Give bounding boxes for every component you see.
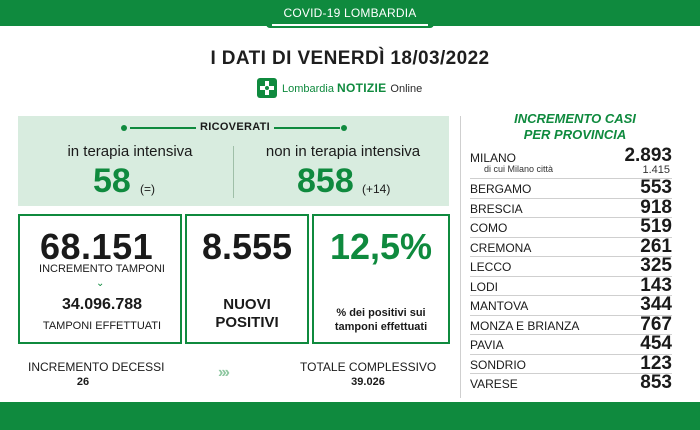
province-value: 143: [640, 274, 672, 296]
milano-city-label: di cui Milano città: [484, 163, 554, 174]
cross-logo-icon: [257, 78, 277, 98]
percentuale-value: 12,5%: [329, 226, 433, 267]
province-name: MONZA E BRIANZA: [470, 318, 580, 333]
decessi-increment-value: 26: [76, 376, 90, 388]
province-value: 767: [640, 313, 672, 335]
vertical-divider: [460, 116, 461, 398]
percentuale-label: [312, 306, 450, 334]
province-value: 553: [640, 177, 672, 198]
footer-bar: [0, 402, 700, 430]
decessi-total-value: 39.026: [351, 376, 385, 388]
ricoverati-dot-right: [341, 125, 347, 131]
province-row: [470, 374, 672, 394]
brand-notizie: NOTIZIE: [336, 81, 387, 95]
positivi-value: 8.555: [201, 226, 293, 267]
province-name: BERGAMO: [470, 182, 532, 196]
province-title: [470, 111, 680, 143]
decessi-total-label: TOTALE COMPLESSIVO: [300, 360, 437, 374]
chevron-down-icon: ⌄: [96, 278, 105, 289]
percentuale-label-line1: % dei positivi sui: [336, 307, 426, 319]
province-value: 519: [640, 216, 672, 237]
brand-text: [282, 81, 422, 95]
ricoverati-divider: [233, 146, 234, 198]
province-name: LODI: [470, 279, 499, 294]
non-intensiva-value: 858: [297, 162, 354, 200]
ricoverati-line-right: [274, 127, 340, 129]
positivi-label: [187, 296, 307, 332]
province-value: 2.893: [624, 145, 672, 166]
arrows-right-icon: ›››: [218, 364, 228, 381]
province-name: PAVIA: [470, 338, 504, 352]
tamponi-total-label: TAMPONI EFFETTUATI: [42, 320, 162, 332]
ricoverati-title: RICOVERATI: [199, 121, 271, 133]
ricoverati-dot-left: [121, 125, 127, 131]
decessi-increment-label: INCREMENTO DECESSI: [28, 360, 165, 374]
province-name: MILANO: [470, 151, 517, 165]
province-name: VARESE: [470, 377, 518, 391]
province-row: [470, 296, 672, 316]
intensiva-label: in terapia intensiva: [67, 143, 193, 160]
province-name: COMO: [470, 221, 508, 235]
brand-online: Online: [390, 83, 423, 95]
province-list: [470, 147, 672, 394]
province-title-line2: PER PROVINCIA: [523, 127, 627, 142]
positivi-label-line2: POSITIVI: [215, 314, 279, 331]
province-name: MANTOVA: [470, 299, 529, 313]
province-value: 454: [640, 333, 672, 354]
province-value: 853: [640, 372, 672, 393]
non-intensiva-label: non in terapia intensiva: [265, 143, 421, 160]
tamponi-increment-label: INCREMENTO TAMPONI: [39, 263, 165, 275]
non-intensiva-delta: (+14): [362, 182, 391, 196]
province-row: [470, 335, 672, 355]
province-row-milano: [470, 147, 672, 179]
intensiva-value: 58: [93, 162, 131, 200]
province-row: [470, 179, 672, 199]
header-tab-title: COVID-19 LOMBARDIA: [272, 0, 428, 26]
positivi-label-line1: NUOVI: [223, 296, 271, 313]
province-value: 344: [640, 294, 672, 315]
province-value: 123: [640, 352, 672, 374]
province-name: CREMONA: [470, 240, 532, 255]
province-value: 261: [640, 235, 672, 257]
page-title: I DATI DI VENERDÌ 18/03/2022: [210, 48, 490, 69]
province-name: BRESCIA: [470, 201, 523, 216]
ricoverati-line-left: [130, 127, 196, 129]
intensiva-delta: (=): [140, 182, 155, 196]
province-name: LECCO: [470, 260, 512, 274]
milano-city-row: [470, 164, 672, 176]
province-row: [470, 218, 672, 238]
tamponi-total: 34.096.788: [61, 296, 143, 313]
milano-city-value: 1.415: [642, 163, 670, 176]
percentuale-label-line2: tamponi effettuati: [334, 321, 428, 333]
province-value: 325: [640, 255, 672, 276]
brand-name: Lombardia: [282, 83, 334, 95]
province-value: 918: [640, 196, 672, 218]
province-title-line1: INCREMENTO CASI: [514, 111, 636, 126]
province-name: SONDRIO: [470, 357, 527, 372]
province-row: [470, 257, 672, 277]
tamponi-increment: 68.151: [40, 226, 154, 267]
brand-logo-row[interactable]: [257, 77, 422, 99]
